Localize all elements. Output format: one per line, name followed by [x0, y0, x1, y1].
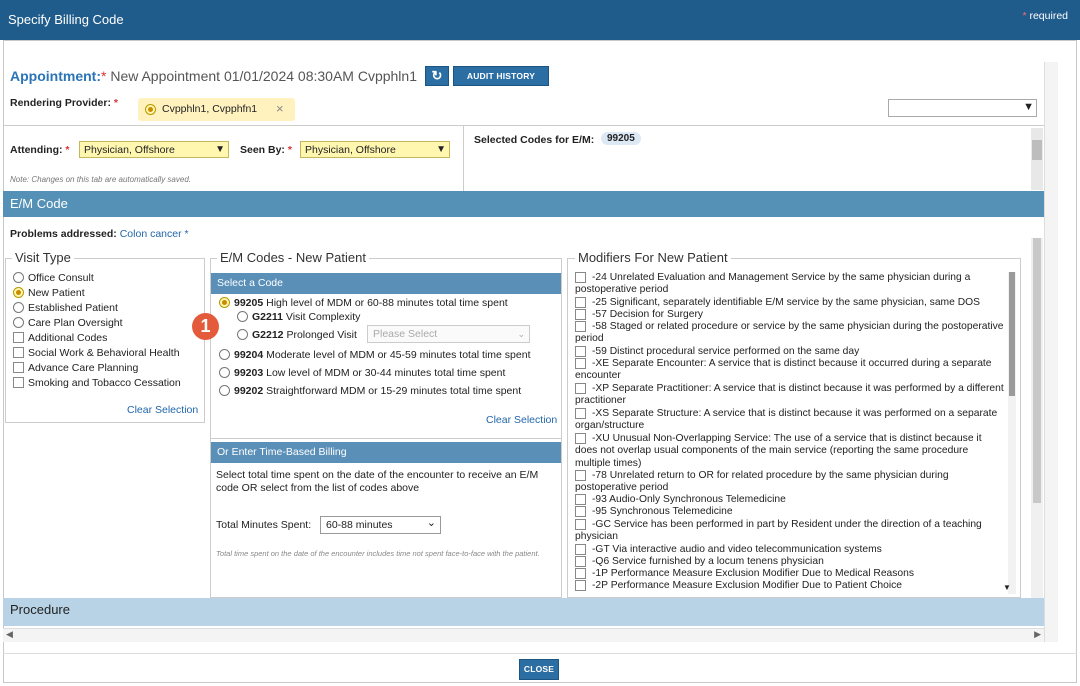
modifiers-scrollbar[interactable]: [1008, 272, 1016, 594]
radio: [237, 329, 248, 340]
radio: [13, 317, 24, 328]
checkbox: [575, 506, 586, 517]
modifier-24[interactable]: -24 Unrelated Evaluation and Management Service by the same physician during a postoperative period: [575, 272, 971, 296]
divider: [463, 125, 464, 191]
modifier-78[interactable]: -78 Unrelated return to OR for related procedure by the same physician during postoperative period: [575, 470, 949, 494]
dialog-scrollbar[interactable]: [1044, 62, 1058, 642]
checkbox: [575, 346, 586, 357]
radio: [13, 302, 24, 313]
appointment-value: New Appointment 01/01/2024 08:30AM Cvpphln1: [110, 68, 417, 84]
seen-by-label: Seen By: *: [240, 144, 292, 156]
scrollbar[interactable]: [1031, 128, 1043, 190]
checkbox: [575, 433, 586, 444]
scroll-right-icon: ▶: [1034, 629, 1041, 639]
checkbox: [575, 568, 586, 579]
code-99203[interactable]: 99203 Low level of MDM or 30-44 minutes total time spent: [219, 367, 505, 379]
modifier-95[interactable]: -95 Synchronous Telemedicine: [575, 506, 1005, 518]
checkbox: [575, 556, 586, 567]
total-minutes-label: Total Minutes Spent:: [216, 519, 312, 531]
checkbox: [575, 519, 586, 530]
visit-type-social-work[interactable]: Social Work & Behavioral Health: [13, 347, 180, 359]
appointment-row: Appointment:* New Appointment 01/01/2024 08:30AM Cvpphln1: [10, 68, 417, 84]
checkbox: [575, 272, 586, 283]
provider-radio[interactable]: [145, 104, 156, 115]
em-codes-title: E/M Codes - New Patient: [217, 250, 369, 265]
problems-row: Problems addressed: Colon cancer *: [10, 228, 189, 240]
time-billing-header: Or Enter Time-Based Billing: [211, 442, 561, 463]
provider-dropdown[interactable]: [888, 99, 1037, 117]
modifier-xs[interactable]: -XS Separate Structure: A service that is distinct because it was performed on a separate organ/structure: [575, 408, 998, 432]
problem-link[interactable]: Colon cancer: [119, 228, 182, 240]
modifier-25[interactable]: -25 Significant, separately identifiable E/M service by the same physician, same DOS: [575, 297, 1005, 309]
attending-select[interactable]: Physician, Offshore ▼: [79, 141, 229, 158]
chevron-down-icon: ▼: [215, 144, 225, 155]
code-99202[interactable]: 99202 Straightforward MDM or 15-29 minutes total time spent: [219, 385, 521, 397]
checkbox: [13, 362, 24, 373]
modifier-93[interactable]: -93 Audio-Only Synchronous Telemedicine: [575, 494, 1005, 506]
em-code-section-header[interactable]: E/M Code: [3, 191, 1044, 217]
radio: [237, 311, 248, 322]
dialog-title: Specify Billing Code: [8, 12, 124, 27]
modifier-gt[interactable]: -GT Via interactive audio and video telecommunication systems: [575, 544, 1005, 556]
chevron-down-icon: ▼: [1023, 101, 1034, 113]
total-minutes-select[interactable]: 60-88 minutes ⌄: [320, 516, 441, 534]
close-button[interactable]: CLOSE: [519, 659, 559, 680]
divider: [3, 653, 1077, 654]
checkbox: [575, 408, 586, 419]
rendering-provider-tag[interactable]: [138, 98, 295, 121]
modifier-gc[interactable]: -GC Service has been performed in part by Resident under the direction of a teaching physician: [575, 519, 982, 543]
checkbox: [575, 321, 586, 332]
dialog-titlebar: [0, 0, 1080, 40]
radio: [219, 297, 230, 308]
step-badge: 1: [192, 313, 219, 340]
em-codes-box: [210, 258, 562, 598]
addon-g2211[interactable]: G2211 Visit Complexity: [237, 311, 360, 323]
chevron-down-icon: ⌄: [426, 517, 436, 529]
seen-by-select[interactable]: Physician, Offshore ▼: [300, 141, 450, 158]
modifier-xp[interactable]: -XP Separate Practitioner: A service that is distinct because it was performed by a different practitioner: [575, 383, 1004, 407]
chevron-down-icon: ▼: [436, 144, 446, 155]
modifier-2p[interactable]: -2P Performance Measure Exclusion Modifier Due to Patient Choice: [575, 580, 1005, 592]
scroll-down-icon[interactable]: ▼: [1003, 583, 1011, 592]
visit-type-title: Visit Type: [12, 250, 74, 265]
visit-type-established-patient[interactable]: Established Patient: [13, 302, 118, 314]
modifier-xu[interactable]: -XU Unusual Non-Overlapping Service: The use of a service that is distinct because it does not overlap usual components of the main service (reporting the same procedure multiple times): [575, 433, 982, 469]
modifier-1p[interactable]: -1P Performance Measure Exclusion Modifier Due to Medical Reasons: [575, 568, 1005, 580]
visit-type-clear-selection[interactable]: Clear Selection: [127, 404, 199, 416]
rendering-provider-label: Rendering Provider: *: [10, 97, 118, 109]
select-code-header: Select a Code: [211, 273, 561, 294]
code-99204[interactable]: 99204 Moderate level of MDM or 45-59 minutes total time spent: [219, 349, 531, 361]
checkbox: [575, 297, 586, 308]
autosave-note: Note: Changes on this tab are automatically saved.: [10, 175, 191, 184]
checkbox: [13, 377, 24, 388]
checkbox: [575, 309, 586, 320]
visit-type-new-patient[interactable]: New Patient: [13, 287, 85, 299]
checkbox: [575, 470, 586, 481]
em-codes-clear-selection[interactable]: Clear Selection: [486, 414, 558, 426]
addon-g2212[interactable]: G2212 Prolonged Visit: [237, 329, 357, 341]
time-billing-description: Select total time spent on the date of the encounter to receive an E/M code OR select from the list of codes above: [216, 469, 539, 494]
radio: [13, 272, 24, 283]
selected-codes-label: Selected Codes for E/M:: [474, 134, 595, 146]
appointment-label: Appointment:: [10, 68, 101, 84]
selected-code-chip: 99205: [601, 132, 641, 145]
modifier-q6[interactable]: -Q6 Service furnished by a locum tenens physician: [575, 556, 1005, 568]
time-billing-note: Total time spent on the date of the encounter includes time not spent face-to-face with the patient.: [216, 549, 540, 558]
visit-type-additional-codes[interactable]: Additional Codes: [13, 332, 107, 344]
visit-type-smoking[interactable]: Smoking and Tobacco Cessation: [13, 377, 181, 389]
checkbox: [575, 358, 586, 369]
prolonged-visit-select[interactable]: Please Select ⌄: [367, 325, 530, 343]
modifiers-title: Modifiers For New Patient: [575, 250, 731, 265]
modifier-xe[interactable]: -XE Separate Encounter: A service that is distinct because it occurred during a separate encounter: [575, 358, 992, 382]
scroll-left-icon: ◀: [6, 629, 13, 639]
checkbox: [575, 383, 586, 394]
checkbox: [13, 332, 24, 343]
modifier-58[interactable]: -58 Staged or related procedure or service by the same physician during the postoperative period: [575, 321, 1004, 345]
remove-provider-icon[interactable]: ×: [276, 101, 284, 116]
refresh-icon: ↻: [431, 68, 443, 83]
divider: [211, 438, 561, 439]
chevron-down-icon: ⌄: [517, 329, 525, 339]
code-99205[interactable]: 99205 High level of MDM or 60-88 minutes total time spent: [219, 297, 508, 309]
audit-history-button[interactable]: AUDIT HISTORY: [453, 66, 549, 86]
visit-type-office-consult[interactable]: Office Consult: [13, 272, 94, 284]
required-legend: * required: [1022, 10, 1068, 22]
horizontal-scrollbar[interactable]: [3, 628, 1044, 642]
visit-type-advance-care[interactable]: Advance Care Planning: [13, 362, 138, 374]
modifier-57[interactable]: -57 Decision for Surgery: [575, 309, 1005, 321]
radio: [219, 385, 230, 396]
visit-type-care-plan-oversight[interactable]: Care Plan Oversight: [13, 317, 123, 329]
em-scrollbar[interactable]: [1031, 238, 1043, 598]
radio: [13, 287, 24, 298]
provider-name: Cvpphln1, Cvpphfn1: [162, 103, 258, 115]
refresh-button[interactable]: [425, 66, 449, 86]
checkbox: [575, 580, 586, 591]
procedure-section-header[interactable]: Procedure: [3, 598, 1044, 626]
radio: [219, 349, 230, 360]
checkbox: [575, 494, 586, 505]
checkbox: [575, 544, 586, 555]
attending-label: Attending: *: [10, 144, 70, 156]
radio: [219, 367, 230, 378]
checkbox: [13, 347, 24, 358]
modifier-59[interactable]: -59 Distinct procedural service performed on the same day: [575, 346, 1005, 358]
divider: [3, 125, 1044, 126]
